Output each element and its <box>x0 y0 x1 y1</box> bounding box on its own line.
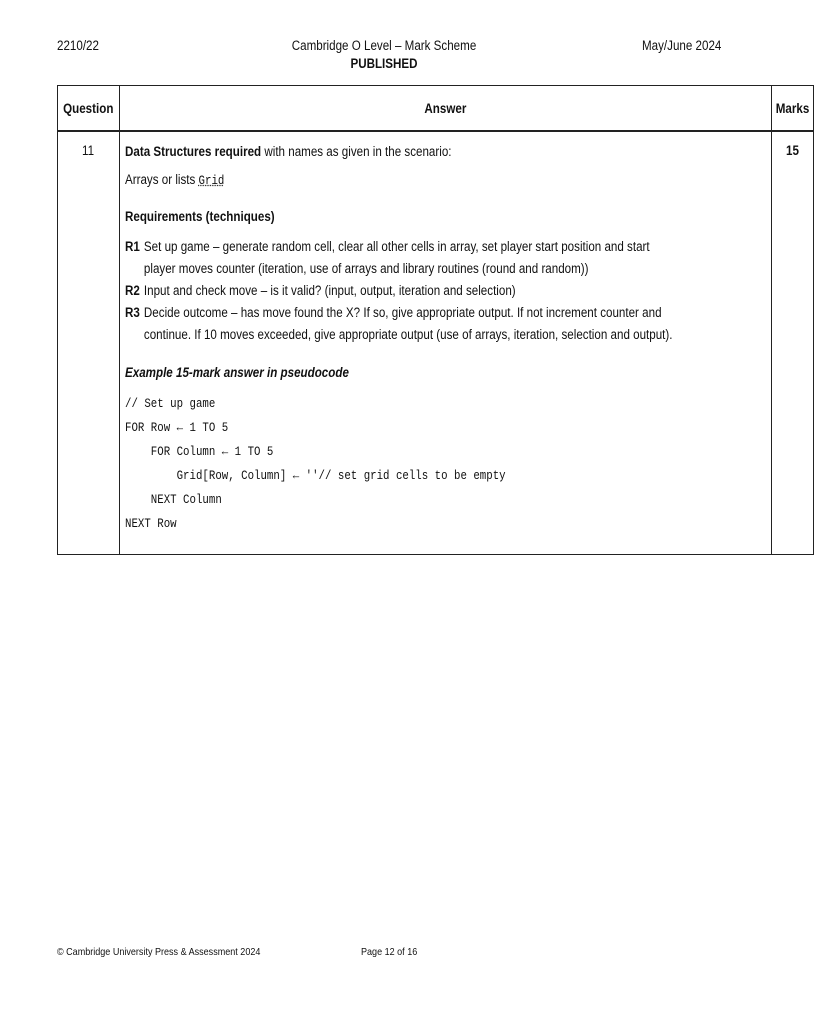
requirements-heading: Requirements (techniques) <box>124 209 275 224</box>
question-column-header: Question <box>58 86 120 132</box>
paper-code: 2210/22 <box>57 38 99 53</box>
answer-cell <box>119 131 771 555</box>
code-line: NEXT Row <box>124 517 177 531</box>
mark-scheme-table <box>57 85 814 555</box>
code-line: FOR Column ← 1 TO 5 <box>124 445 273 459</box>
data-structures-text: with names as given in the scenario: <box>260 144 452 159</box>
code-line: NEXT Column <box>124 493 222 507</box>
requirement-r1: R1 Set up game – generate random cell, clear all other cells in array, set player start position and start player moves counter (iteration, use of arrays and library routines (round and random)) <box>124 239 650 276</box>
grid-identifier: Grid <box>198 174 224 188</box>
table-row <box>58 131 814 555</box>
copyright-notice: © Cambridge University Press & Assessment 2024 <box>57 946 261 958</box>
example-heading: Example 15-mark answer in pseudocode <box>124 365 349 380</box>
answer-column-header: Answer <box>119 86 771 132</box>
code-line: FOR Row ← 1 TO 5 <box>124 421 228 435</box>
requirement-r2: R2 Input and check move – is it valid? (input, output, iteration and selection) <box>124 283 516 298</box>
code-line: // Set up game <box>124 397 215 411</box>
table-header-row <box>58 86 814 132</box>
code-line: Grid[Row, Column] ← ''// set grid cells to be empty <box>124 469 506 483</box>
arrays-text: Arrays or lists <box>124 172 199 187</box>
requirement-r3: R3 Decide outcome – has move found the X? If so, give appropriate output. If not increment counter and continue. If 10 moves exceeded, give appropriate output (use of arrays, iteration, selection and output). <box>124 305 673 342</box>
question-number: 11 <box>58 131 120 555</box>
exam-session: May/June 2024 <box>642 38 722 53</box>
marks-value: 15 <box>771 131 813 555</box>
data-structures-label: Data Structures required <box>124 144 261 159</box>
document-title: Cambridge O Level – Mark Scheme <box>291 38 477 53</box>
page-number: Page 12 of 16 <box>361 946 418 958</box>
pseudocode-block <box>125 392 675 536</box>
marks-column-header: Marks <box>771 86 813 132</box>
arrays-line <box>125 171 675 190</box>
published-label: PUBLISHED <box>350 56 418 71</box>
data-structures-line <box>125 143 675 161</box>
